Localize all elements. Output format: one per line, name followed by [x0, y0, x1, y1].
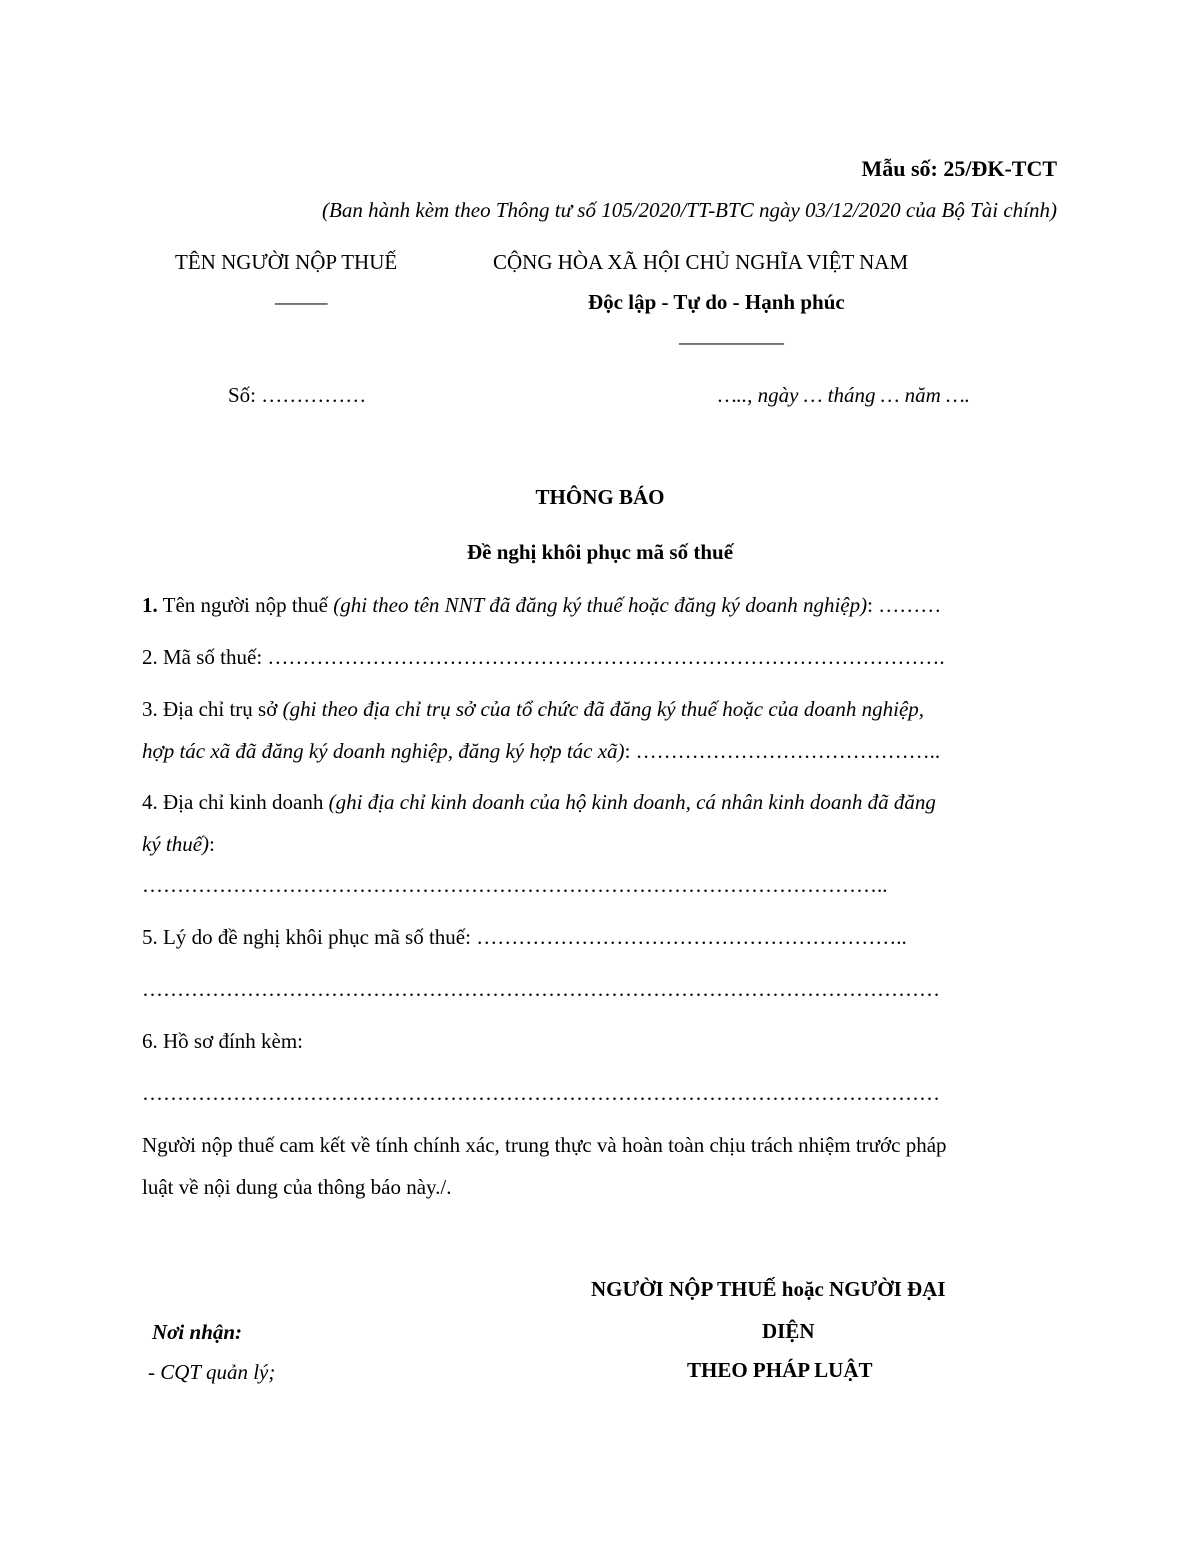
place-and-date: ….., ngày … tháng … năm …. — [718, 383, 971, 407]
item-number: 1. — [142, 593, 158, 617]
motto: Độc lập - Tự do - Hạnh phúc — [588, 290, 845, 314]
signature-title: NGƯỜI NỘP THUẾ hoặc NGƯỜI ĐẠI — [591, 1277, 946, 1301]
commitment-text-cont: luật về nội dung của thông báo này./. — [142, 1175, 452, 1199]
item-restore-reason: 5. Lý do đề nghị khôi phục mã số thuế: …………………………………………………….. — [142, 925, 907, 949]
taxpayer-name-heading: TÊN NGƯỜI NỘP THUẾ — [175, 250, 398, 274]
item-label: 4. Địa chỉ kinh doanh — [142, 790, 329, 814]
item-business-address-fill: …………………………………………………………………………………………….. — [142, 873, 888, 897]
item-attachments-fill: …………………………………………………………………………………………………… — [142, 1081, 940, 1105]
item-hint: ký thuế) — [142, 832, 210, 856]
item-fill-dots: : …………………………………….. — [624, 739, 941, 763]
item-restore-reason-fill: …………………………………………………………………………………………………… — [142, 977, 940, 1001]
item-colon: : — [209, 832, 215, 856]
taxpayer-name-rule: ––––– — [275, 290, 328, 314]
item-business-address — [142, 790, 936, 815]
recipients-item: - CQT quản lý; — [148, 1360, 276, 1384]
item-fill-dots: : ……… — [867, 593, 942, 617]
document-subtitle: Đề nghị khôi phục mã số thuế — [466, 540, 734, 564]
item-business-address-cont — [142, 832, 215, 857]
item-hint: (ghi theo tên NNT đã đăng ký thuế hoặc đăng ký doanh nghiệp) — [333, 593, 868, 617]
item-hint: (ghi địa chỉ kinh doanh của hộ kinh doanh, cá nhân kinh doanh đã đăng — [328, 790, 936, 814]
document-title: THÔNG BÁO — [535, 485, 665, 509]
motto-rule: –––––––––– — [679, 330, 784, 354]
signature-title-cont: DIỆN — [762, 1319, 815, 1343]
item-label: 3. Địa chỉ trụ sở — [142, 697, 283, 721]
item-attachments: 6. Hồ sơ đính kèm: — [142, 1029, 304, 1053]
signature-title-cont: THEO PHÁP LUẬT — [687, 1358, 873, 1382]
item-tax-code: 2. Mã số thuế: ……………………………………………………………………………………. — [142, 645, 945, 669]
item-head-office-address — [142, 697, 924, 722]
item-label: Tên người nộp thuế — [157, 593, 334, 617]
form-number: Mẫu số: 25/ĐK-TCT — [861, 156, 1057, 181]
item-hint: hợp tác xã đã đăng ký doanh nghiệp, đăng ký hợp tác xã) — [142, 739, 625, 763]
recipients-label: Nơi nhận: — [152, 1320, 243, 1344]
issuance-note: (Ban hành kèm theo Thông tư số 105/2020/TT-BTC ngày 03/12/2020 của Bộ Tài chính) — [322, 198, 1057, 222]
document-number: Số: …………… — [228, 383, 367, 407]
country-title: CỘNG HÒA XÃ HỘI CHỦ NGHĨA VIỆT NAM — [493, 250, 909, 274]
item-hint: (ghi theo địa chỉ trụ sở của tổ chức đã đăng ký thuế hoặc của doanh nghiệp, — [282, 697, 925, 721]
commitment-text: Người nộp thuế cam kết về tính chính xác, trung thực và hoàn toàn chịu trách nhiệm trước pháp — [142, 1133, 947, 1157]
item-head-office-address-cont — [142, 739, 940, 764]
item-taxpayer-name — [142, 593, 941, 618]
